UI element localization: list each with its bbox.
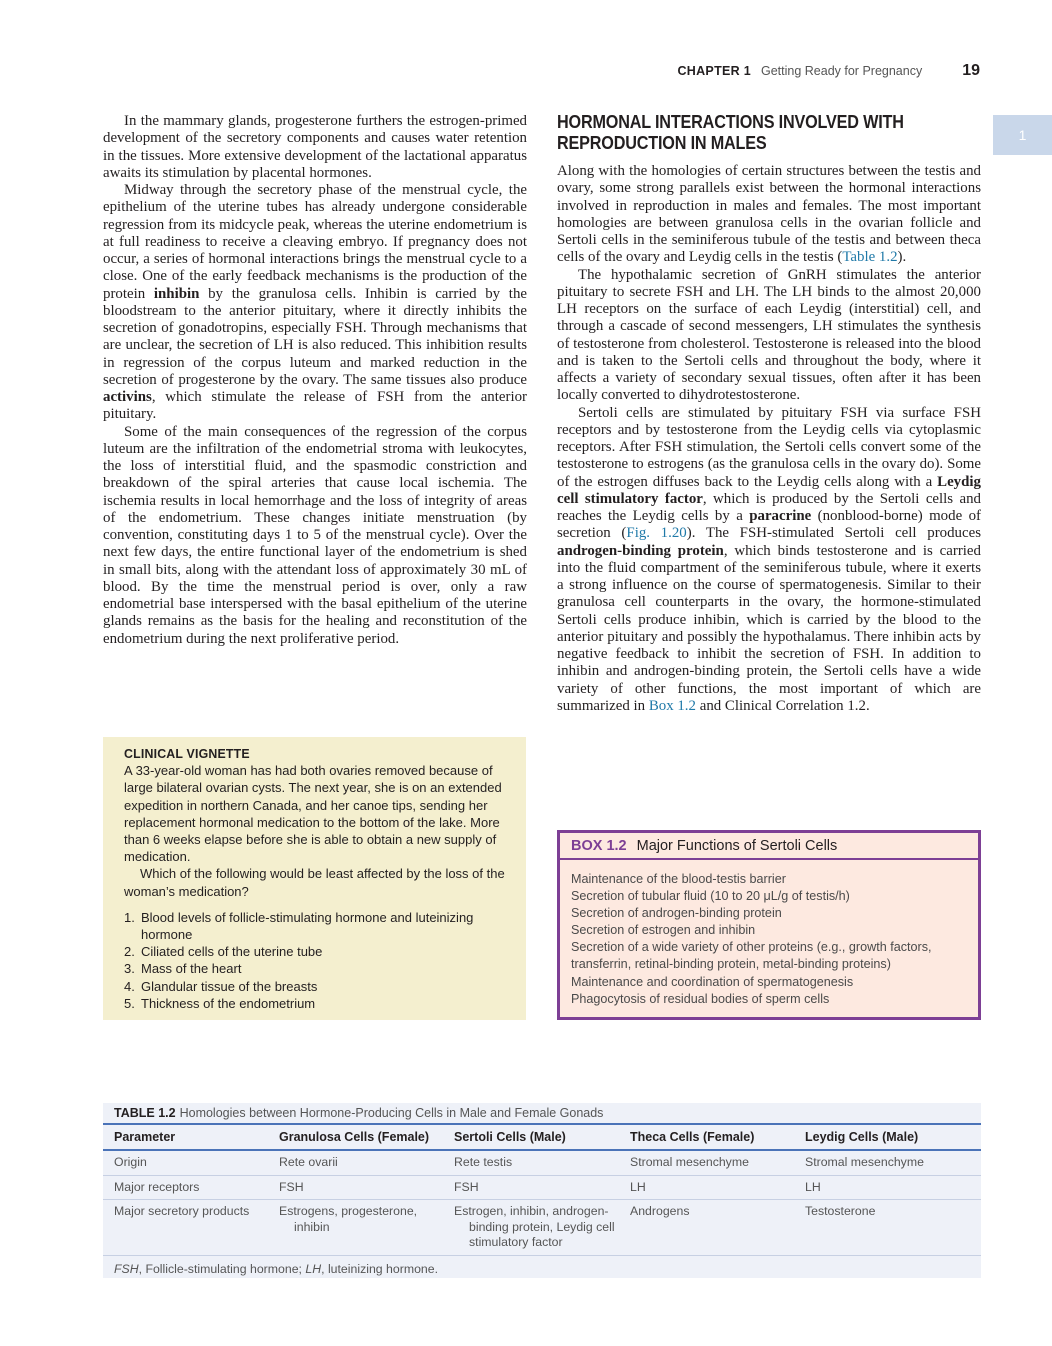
vignette-option: 2. Ciliated cells of the uterine tube [124,944,323,960]
right-column [557,163,981,715]
left-paragraph-2: Midway through the secretory phase of the menstrual cycle, the epithelium of the uterine tubes has already undergone considerable regression from its midcycle peak, whereas the uterine endometrium is at full readiness to receive a cleaving embryo. If pregnancy does not occur, a series of hormonal interactions brings the menstrual cycle to a close. One of the early feedback mechanisms is the production of the protein inhibin by the granulosa cells. Inhibin is carried by the bloodstream to the anterior pituitary, where it directly inhibits the secretion of gonadotropins, especially FSH. Through mechanisms that are unclear, the secretion of LH is also reduced. This inhibition results in regression of the corpus luteum and marked reduction in the secretion of progesterone by the ovary. The same tissues also produce activins, which stimulate the release of FSH from the anterior pituitary. [103,182,527,423]
vignette-title: CLINICAL VIGNETTE [124,746,250,761]
table-cell: Rete testis [454,1155,513,1169]
right-paragraph-1: Along with the homologies of certain structures between the testis and ovary, some strong parallels exist between the hormonal interactions involved in reproduction in males and females. The most important homologies are between granulosa cells in the ovarian follicle and Sertoli cells in the seminiferous tubule of the testis and between theca cells of the ovary and Leydig cells in the testis (Table 1.2). [557,163,981,266]
table-caption [103,1103,981,1125]
chapter-title: Getting Ready for Pregnancy [761,64,923,78]
table-cell: Stromal mesenchyme [805,1155,924,1169]
left-paragraph-1: In the mammary glands, progesterone furthers the estrogen-primed development of the secretory components and causes water retention in the tissues. More extensive development of the lactational apparatus awaits its stimulation by placental hormones. [103,113,527,181]
column-header: Theca Cells (Female) [630,1130,755,1144]
page-number: 19 [962,62,980,79]
list-item: Secretion of a wide variety of other proteins (e.g., growth factors, transferrin, retinal-binding protein, metal-binding proteins) [571,940,932,972]
column-header: Granulosa Cells (Female) [279,1130,430,1144]
list-item: Maintenance of the blood-testis barrier [571,872,786,886]
fig-1-20-link[interactable]: Fig. 1.20 [626,525,687,542]
table-row [103,1176,981,1201]
table-cell: FSH [279,1179,304,1194]
table-label: TABLE 1.2 [114,1106,176,1120]
left-paragraph-3: Some of the main consequences of the regression of the corpus luteum are the infiltration of the endometrial stroma with leukocytes, the loss of interstitial fluid, and the spasmodic constriction and breakdown of the spiral arteries that cause local ischemia. The ischemia results in local hemorrhage and the loss of integrity of areas of the endometrium. These changes initiate menstruation (by convention, constituting days 1 to 5 of the menstrual cycle). Over the next few days, the entire functional layer of the endometrium is shed in small bits, along with the attendant loss of approximately 30 mL of blood. By the time the menstrual period is over, only a raw endometrial base interspersed with the basal epithelium of the uterine glands remains as the basis for the healing and reconstitution of the endometrium during the next proliferative period. [103,423,527,647]
list-item: Maintenance and coordination of spermatogenesis [571,974,854,989]
table-cell: Major secretory products [114,1204,250,1218]
table-title: Homologies between Hormone-Producing Cells in Male and Female Gonads [179,1106,604,1120]
running-header [560,62,980,82]
table-cell: Origin [114,1155,147,1169]
table-cell: Rete ovarii [279,1155,338,1169]
vignette-option: 1. Blood levels of follicle-stimulating hormone and luteinizing hormone [124,909,474,943]
vignette-text: A 33-year-old woman has had both ovaries removed because of large bilateral ovarian cysts. The next year, she is on an extended expedition in northern Canada, and her canoe tips, sending her replacement hormonal medication to the bottom of the lake. More than 6 weeks elapse before she is able to obtain a new supply of medication. [124,763,502,865]
column-header: Sertoli Cells (Male) [454,1130,566,1144]
table-cell: FSH [454,1179,479,1194]
table-homologies [103,1103,981,1278]
chapter-side-tab: 1 [993,115,1052,155]
term-paracrine: paracrine [749,508,812,524]
box-header [560,833,978,860]
table-cell: Androgens [630,1204,690,1218]
list-item: Secretion of estrogen and inhibin [571,923,756,938]
table-cell: Estrogen, inhibin, androgen-binding protein, Leydig cell stimulatory factor [454,1204,615,1249]
vignette-question: Which of the following would be least affected by the loss of the woman’s medication? [124,866,505,899]
term-inhibin: inhibin [153,285,200,302]
table-cell: Major receptors [114,1179,200,1194]
box-list [560,860,978,1008]
table-cell: Testosterone [805,1204,876,1218]
column-header: Parameter [114,1130,176,1144]
box-sertoli-functions [557,830,981,1020]
term-leydig-factor: Leydig cell stimulatory factor [557,473,981,507]
right-paragraph-2: The hypothalamic secretion of GnRH stimulates the anterior pituitary to secrete FSH and LH. The LH binds to the almost 20,000 LH receptors on the surface of each Leydig (interstitial) cell, and through a cascade of second messengers, LH stimulates the synthesis of testosterone from cholesterol. Testosterone is released into the blood and is taken to the Sertoli cells and throughout the body, where it affects a variety of secondary sexual tissues, often after it has been locally converted to dihydrotestosterone. [557,266,981,404]
clinical-vignette [103,737,526,1020]
table-row [103,1200,981,1255]
vignette-option: 4. Glandular tissue of the breasts [124,978,318,994]
table-header-row [103,1125,981,1151]
term-activins: activins [103,389,152,405]
left-column [103,113,527,648]
table-cell: LH [805,1179,821,1194]
vignette-option: 3. Mass of the heart [124,961,242,977]
term-androgen-binding-protein: androgen-binding protein [557,542,724,559]
section-heading: HORMONAL INTERACTIONS INVOLVED WITH REPRODUCTION IN MALES [557,112,904,153]
box-title: Major Functions of Sertoli Cells [636,838,838,854]
table-row [103,1151,981,1176]
table-footnote: FSH, Follicle-stimulating hormone; LH, luteinizing hormone. [103,1255,981,1276]
list-item: Secretion of androgen-binding protein [571,906,782,921]
column-header: Leydig Cells (Male) [805,1130,919,1144]
list-item: Secretion of tubular fluid (10 to 20 μL/g of testis/h) [571,889,850,904]
right-paragraph-3: Sertoli cells are stimulated by pituitary FSH via surface FSH receptors and by testosterone from the Leydig cells via cytoplasmic receptors. After FSH stimulation, the Sertoli cells convert some of the testosterone to estrogens (as the granulosa cells in the ovary do). Some of the estrogen diffuses back to the Leydig cells along with a Leydig cell stimulatory factor, which is produced by the Sertoli cells and reaches the Leydig cells by a paracrine (nonblood-borne) mode of secretion (Fig. 1.20). The FSH-stimulated Sertoli cell produces androgen-binding protein, which binds testosterone and is carried into the fluid compartment of the seminiferous tubule, where it exerts a strong influence on the course of spermatogenesis. Similar to their granulosa cell counterparts in the ovary, the hormone-stimulated Sertoli cells produce inhibin, which is carried by the blood to the anterior pituitary and possibly the hypothalamus. There inhibin acts by negative feedback to inhibit the secretion of FSH. In addition to inhibin and androgen-binding protein, the Sertoli cells have a wide variety of other functions, the most important of which are summarized in Box 1.2 and Clinical Correlation 1.2. [557,404,982,714]
box-label: BOX 1.2 [571,838,627,854]
vignette-options [124,909,506,1012]
box-1-2-link[interactable]: Box 1.2 [648,697,696,714]
list-item: Phagocytosis of residual bodies of sperm cells [571,991,830,1006]
table-1-2-link[interactable]: Table 1.2 [842,249,898,266]
table-cell: LH [630,1179,646,1194]
table-cell: Estrogens, progesterone, inhibin [279,1204,418,1234]
vignette-option: 5. Thickness of the endometrium [124,995,316,1011]
table-cell: Stromal mesenchyme [630,1155,749,1169]
chapter-label: CHAPTER 1 [677,64,751,78]
